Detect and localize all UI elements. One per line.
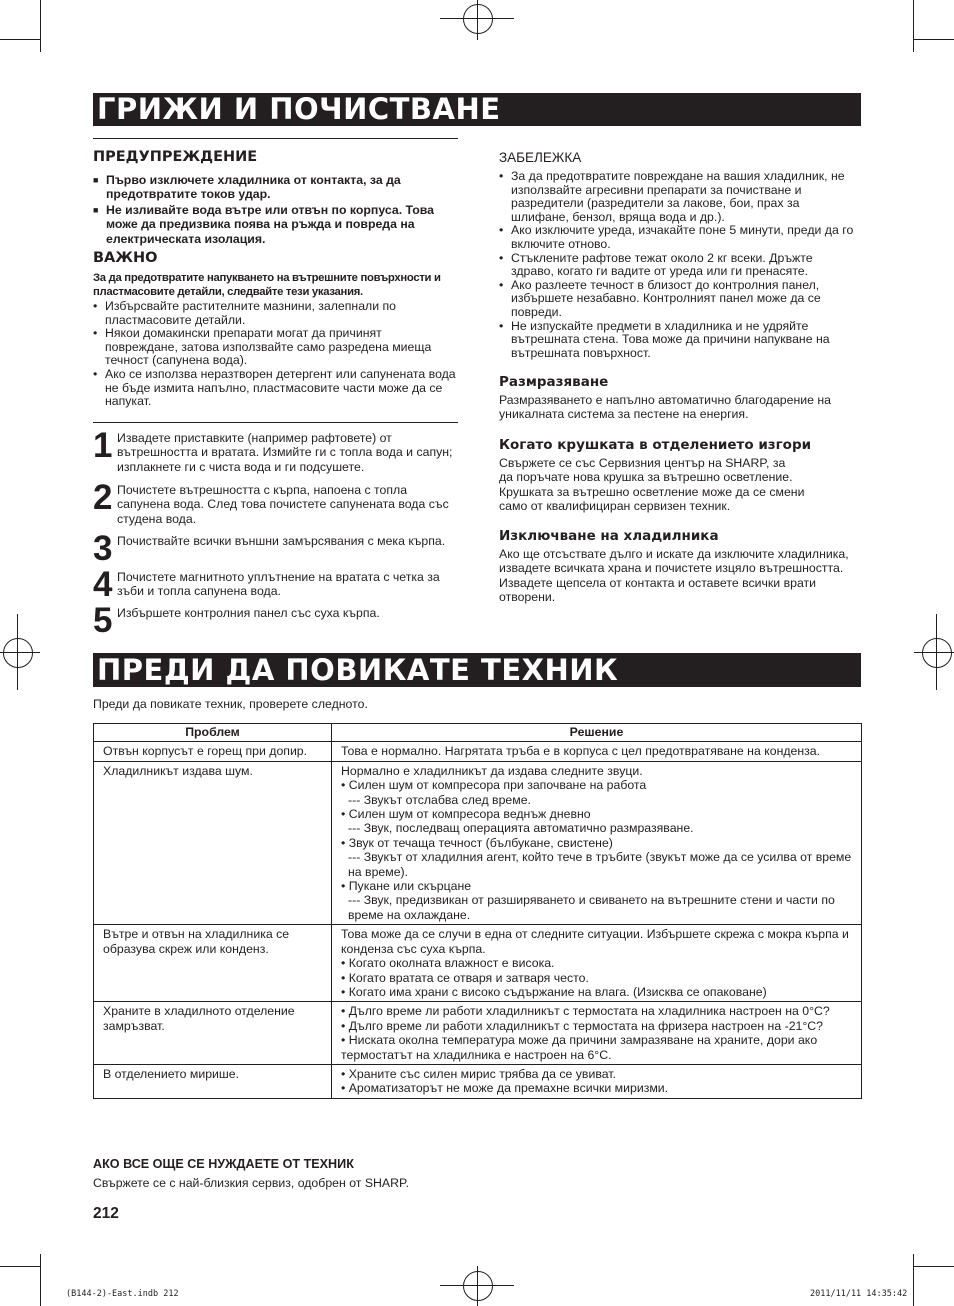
solution-cell — [332, 742, 862, 761]
solution-line: • Ниската околна температура може да причини замразяване на храните, дори ако термостатът на хладилника е настроен на 6°C. — [341, 1033, 818, 1062]
solution-line: • Ароматизаторът не може да премахне всички миризми. — [341, 1081, 669, 1096]
solution-line: • Силен шум от компресора веднъж дневно — [341, 807, 591, 822]
still-need-text: Свържете се с най-близкия сервиз, одобрен от SHARP. — [93, 1176, 410, 1190]
troubleshooting-table — [93, 723, 862, 1099]
table-row — [94, 1002, 862, 1065]
warning-item: ■ Не изливайте вода вътре или отвън по корпуса. Това може да предизвика поява на ръжда и повреда на електрическата изолация. — [93, 203, 443, 246]
solution-line: • Звук от течаща течност (бълбукане, свистене) — [341, 835, 613, 850]
solution-line: --- Звукът от хладилния агент, който тече в тръбите (звукът може да се усилва от време на време). — [348, 850, 852, 879]
divider — [93, 422, 458, 423]
solution-line: • Силен шум от компресора при започване на работа — [341, 778, 647, 793]
solution-line: --- Звук, предизвикан от разширяването и свиването на вътрешните стени и части по време на охлаждане. — [348, 893, 835, 922]
troubleshooting-intro: Преди да повикате техник, проверете следното. — [93, 697, 368, 711]
bulb-text — [499, 456, 861, 514]
step-number: 4 — [93, 565, 113, 604]
note-item: • Не изпускайте предмети в хладилника и не удряйте вътрешната стена. Това може да причини напукване на вътрешната повърхност. — [499, 320, 857, 361]
bulb-line: Крушката за вътрешно осветление може да се смени — [499, 484, 805, 499]
section-title-care: ГРИЖИ И ПОЧИСТВАНЕ — [93, 93, 861, 126]
step-text: Почистете вътрешността с кърпа, напоена с топла сапунена вода. След това почистете сапунената вода със студена вода. — [117, 483, 449, 526]
solution-cell — [332, 1064, 862, 1098]
problem-cell: Отвън корпусът е горещ при допир. — [94, 742, 332, 761]
bulb-heading: Когато крушката в отделението изгори — [499, 437, 812, 453]
bulb-line: Свържете се със Сервизния център на SHARP, за — [499, 456, 786, 470]
solution-line: • Когато околната влажност е висока. — [341, 956, 555, 971]
important-item: • Избърсвайте растителните мазнини, залепнали по пластмасовите детайли. — [93, 300, 458, 327]
important-lead: За да предотвратите напукването на вътрешните повърхности и пластмасовите детайли, следвайте тези указания. — [93, 272, 441, 299]
solution-cell — [332, 1002, 862, 1065]
solution-line: • Дълго време ли работи хладилникът с термостата на хладилника настроен на 0°C? — [341, 1004, 830, 1019]
still-need-heading: АКО ВСЕ ОЩЕ СЕ НУЖДАЕТЕ ОТ ТЕХНИК — [93, 1157, 354, 1171]
section-title-troubleshooting: ПРЕДИ ДА ПОВИКАТЕ ТЕХНИК — [93, 653, 861, 687]
important-item: • Ако се използва неразтворен детергент или сапунената вода не бъде измита напълно, пластмасовите части може да се напукат. — [93, 368, 458, 409]
switch-off-heading: Изключване на хладилника — [499, 528, 719, 544]
important-item: • Някои домакински препарати могат да причинят повреждане, затова използвайте само разредена миеща течност (сапунена вода). — [93, 327, 458, 368]
page-number: 212 — [93, 1205, 119, 1222]
bulb-line: да поръчате нова крушка за вътрешно осветление. — [499, 470, 793, 485]
solution-line: Нормално е хладилникът да издава следните звуци. — [341, 763, 643, 778]
problem-cell: Храните в хладилното отделение замръзват. — [94, 1002, 332, 1065]
step-text: Почиствайте всички външни замърсявания с мека кърпа. — [117, 534, 446, 548]
solution-line: --- Звук, последващ операцията автоматично размразяване. — [348, 821, 694, 836]
step-text: Почистете магнитното уплътнение на вратата с четка за зъби и топла сапунена вода. — [117, 570, 440, 599]
step-number: 2 — [93, 478, 113, 517]
divider — [93, 138, 458, 139]
table-row — [94, 742, 862, 761]
note-item: • Ако разлеете течност в близост до контролния панел, избършете незабавно. Контролният панел може да се повреди. — [499, 279, 857, 320]
note-list — [499, 170, 857, 360]
warning-list — [93, 173, 443, 247]
solution-line: • Когато вратата се отваря и затваря често. — [341, 970, 589, 985]
solution-line: • Дълго време ли работи хладилникът с термостата на фризера настроен на -21°C? — [341, 1018, 824, 1033]
problem-cell: Вътре и отвън на хладилника се образува скреж или конденз. — [94, 925, 332, 1002]
note-item: • Ако изключите уреда, изчакайте поне 5 минути, преди да го включите отново. — [499, 224, 857, 251]
solution-line: Това е нормално. Нагрятата тръба е в корпуса с цел предотвратяване на конденза. — [341, 744, 821, 759]
column-header-solution: Решение — [332, 724, 862, 742]
solution-line: • Храните със силен мирис трябва да се увиват. — [341, 1066, 616, 1081]
note-item: • Стъклените рафтове тежат около 2 кг всеки. Дръжте здраво, когато ги вадите от уреда или ги пренасяте. — [499, 252, 857, 279]
footer-file-info: (B144-2)-East.indb 212 — [66, 1289, 179, 1299]
solution-cell — [332, 925, 862, 1002]
defrost-heading: Размразяване — [499, 374, 609, 390]
solution-line: Това може да се случи в една от следните ситуации. Избършете скрежа с мокра кърпа и конденза със суха кърпа. — [341, 927, 849, 956]
important-list — [93, 300, 458, 409]
problem-cell: В отделението мирише. — [94, 1064, 332, 1098]
step-text: Избършете контролния панел със суха кърпа. — [117, 606, 380, 620]
solution-line: --- Звукът отслабва след време. — [348, 792, 531, 807]
table-row — [94, 925, 862, 1002]
switch-off-text: Ако ще отсъствате дълго и искате да изключите хладилника, извадете всичката храна и почистете изцяло вътрешността. Извадете щепсела от контакта и оставете всички врати отворени. — [499, 547, 849, 605]
footer-timestamp: 2011/11/11 14:35:42 — [810, 1289, 908, 1299]
defrost-text: Размразяването е напълно автоматично благодарение на уникалната система за пестене на енергия. — [499, 393, 832, 422]
solution-line: • Пукане или скърцане — [341, 879, 472, 894]
important-heading: ВАЖНО — [93, 250, 158, 266]
bulb-line: само от квалифициран сервизен техник. — [499, 499, 731, 514]
step-number: 5 — [93, 601, 113, 640]
solution-line: • Когато има храни с високо съдържание на влага. (Изисква се опаковане) — [341, 984, 767, 999]
step-number: 1 — [93, 426, 113, 465]
note-item: • За да предотвратите повреждане на вашия хладилник, не използвайте агресивни препарати за почистване и разредители (разредители за лакове, бои, прах за шлифане, бензол, вряща вода и др.). — [499, 170, 857, 224]
note-heading: ЗАБЕЛЕЖКА — [499, 150, 582, 165]
warning-item: ■ Първо изключете хладилника от контакта, за да предотвратите токов удар. — [93, 173, 443, 202]
table-row — [94, 761, 862, 924]
problem-cell: Хладилникът издава шум. — [94, 761, 332, 924]
table-header-row — [94, 724, 862, 742]
step-text: Извадете приставките (например рафтовете) от вътрешността и вратата. Измийте ги с топла вода и сапун; изплакнете ги с чиста вода и ги подсушете. — [117, 431, 453, 474]
column-header-problem: Проблем — [94, 724, 332, 742]
table-row — [94, 1064, 862, 1098]
step-number: 3 — [93, 529, 113, 568]
solution-cell — [332, 761, 862, 924]
warning-heading: ПРЕДУПРЕЖДЕНИЕ — [93, 149, 258, 165]
